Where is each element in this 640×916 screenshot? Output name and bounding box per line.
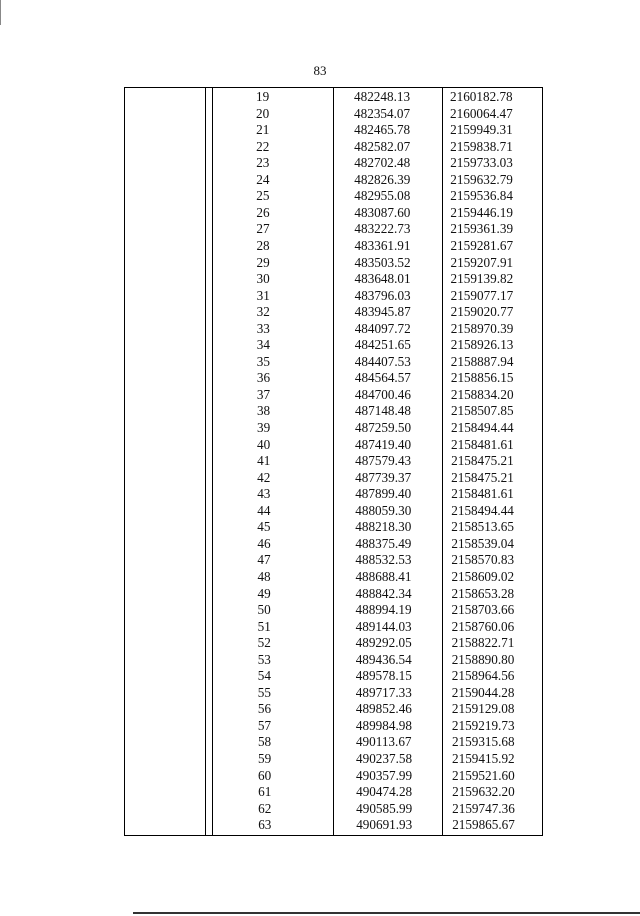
y-coordinate-cell: 2159044.28 <box>451 684 515 700</box>
coordinate-table <box>124 87 543 836</box>
x-coordinate-cell: 487899.40 <box>355 486 412 502</box>
point-number-cell: 36 <box>256 370 271 386</box>
x-coordinate-cell: 488532.53 <box>355 552 412 568</box>
point-number-cell: 34 <box>256 337 270 353</box>
page-number: 83 <box>313 63 327 78</box>
point-number-cell: 52 <box>257 635 271 651</box>
point-number-cell: 58 <box>257 734 272 750</box>
point-number-cell: 57 <box>257 717 272 733</box>
x-coordinate-cell: 484564.57 <box>354 370 411 386</box>
y-coordinate-cell: 2158703.66 <box>451 602 515 618</box>
y-coordinate-cell: 2159020.77 <box>450 304 514 320</box>
table-row <box>124 271 543 287</box>
x-coordinate-cell: 490357.99 <box>356 767 413 783</box>
point-number-cell: 38 <box>256 403 271 419</box>
x-coordinate-cell: 487259.50 <box>355 420 412 435</box>
table-row <box>124 238 543 254</box>
table-row <box>124 784 543 800</box>
point-number-cell: 42 <box>257 469 271 485</box>
table-row <box>124 668 543 684</box>
y-coordinate-cell: 2159536.84 <box>450 188 513 204</box>
point-number-cell: 41 <box>257 453 271 469</box>
point-number-cell: 23 <box>256 155 270 171</box>
x-coordinate-cell: 490113.67 <box>355 734 412 750</box>
x-coordinate-cell: 489144.03 <box>355 618 412 634</box>
point-number-cell: 19 <box>256 89 270 104</box>
point-number-cell: 49 <box>257 585 271 601</box>
y-coordinate-cell: 2159865.67 <box>452 817 515 833</box>
y-coordinate-cell: 2158890.80 <box>451 651 515 667</box>
y-coordinate-cell: 2160182.78 <box>450 89 513 104</box>
y-coordinate-cell: 2159632.20 <box>452 784 515 800</box>
table-row <box>124 403 543 419</box>
table-row <box>124 635 543 651</box>
point-number-cell: 56 <box>257 701 272 717</box>
table-row <box>124 453 543 469</box>
table-row <box>124 503 543 519</box>
y-coordinate-cell: 2159139.82 <box>450 271 514 287</box>
table-row <box>124 106 543 122</box>
point-number-cell: 47 <box>257 552 271 568</box>
point-number-cell: 51 <box>257 618 271 634</box>
table-row <box>124 486 543 502</box>
point-number-cell: 43 <box>257 486 271 502</box>
x-coordinate-cell: 489984.98 <box>355 717 412 733</box>
x-coordinate-cell: 483087.60 <box>354 204 411 220</box>
point-number-cell: 31 <box>256 287 270 303</box>
table-row <box>124 420 543 436</box>
x-coordinate-cell: 489578.15 <box>355 668 412 684</box>
y-coordinate-cell: 2158507.85 <box>450 403 514 419</box>
table-row <box>124 354 543 370</box>
point-number-cell: 26 <box>256 204 270 220</box>
table-row <box>124 586 543 602</box>
x-coordinate-cell: 489717.33 <box>355 684 412 700</box>
x-coordinate-cell: 488842.34 <box>355 585 412 601</box>
y-coordinate-cell: 2158926.13 <box>450 337 514 353</box>
y-coordinate-cell: 2158494.44 <box>451 502 514 518</box>
table-row <box>124 734 543 750</box>
y-coordinate-cell: 2158970.39 <box>450 320 514 336</box>
point-number-cell: 28 <box>256 237 270 253</box>
y-coordinate-cell: 2159315.68 <box>451 734 515 750</box>
y-coordinate-cell: 2158481.61 <box>451 436 514 452</box>
point-number-cell: 50 <box>257 602 271 618</box>
table-row <box>124 304 543 320</box>
table-row <box>124 155 543 171</box>
table-row <box>124 536 543 552</box>
table-row <box>124 89 543 105</box>
x-coordinate-cell: 490585.99 <box>356 800 413 816</box>
table-row <box>124 652 543 668</box>
x-coordinate-cell: 482354.07 <box>354 105 411 121</box>
table-row <box>124 685 543 701</box>
point-number-cell: 44 <box>257 502 271 518</box>
x-coordinate-cell: 483222.73 <box>354 221 411 237</box>
point-number-cell: 22 <box>256 138 270 154</box>
y-coordinate-cell: 2159949.31 <box>450 122 513 138</box>
x-coordinate-cell: 487579.43 <box>355 453 412 469</box>
x-coordinate-cell: 482955.08 <box>354 188 411 204</box>
point-number-cell: 27 <box>256 221 270 237</box>
x-coordinate-cell: 488059.30 <box>355 502 412 518</box>
y-coordinate-cell: 2159446.19 <box>450 204 513 220</box>
point-number-cell: 53 <box>257 651 271 667</box>
x-coordinate-cell: 487419.40 <box>355 436 412 452</box>
x-coordinate-cell: 483648.01 <box>354 271 411 287</box>
point-number-cell: 55 <box>257 684 271 700</box>
point-number-cell: 25 <box>256 188 270 204</box>
x-coordinate-cell: 482702.48 <box>354 155 411 171</box>
x-coordinate-cell: 482248.13 <box>354 89 411 104</box>
table-row <box>124 437 543 453</box>
x-coordinate-cell: 487148.48 <box>354 403 411 419</box>
table-row <box>124 205 543 221</box>
table-row <box>124 387 543 403</box>
y-coordinate-cell: 2159207.91 <box>450 254 514 270</box>
y-coordinate-cell: 2158856.15 <box>450 370 514 386</box>
x-coordinate-cell: 490691.93 <box>356 817 413 833</box>
y-coordinate-cell: 2158475.21 <box>451 469 514 485</box>
table-row <box>124 751 543 767</box>
table-row <box>124 188 543 204</box>
table-row <box>124 370 543 386</box>
x-coordinate-cell: 488994.19 <box>355 602 412 618</box>
y-coordinate-cell: 2158481.61 <box>451 486 514 502</box>
x-coordinate-cell: 484407.53 <box>354 353 411 369</box>
point-number-cell: 62 <box>258 800 272 816</box>
table-row <box>124 768 543 784</box>
y-coordinate-cell: 2159281.67 <box>450 237 514 253</box>
x-coordinate-cell: 490237.58 <box>356 751 413 766</box>
point-number-cell: 46 <box>257 535 271 551</box>
scan-edge-bottom <box>133 912 640 914</box>
table-row <box>124 337 543 353</box>
table-row <box>124 817 543 833</box>
y-coordinate-cell: 2159632.79 <box>450 171 513 187</box>
y-coordinate-cell: 2158964.56 <box>451 668 515 684</box>
point-number-cell: 30 <box>256 271 270 287</box>
y-coordinate-cell: 2159747.36 <box>452 800 515 816</box>
y-coordinate-cell: 2158513.65 <box>451 519 514 535</box>
x-coordinate-cell: 488688.41 <box>355 568 412 584</box>
point-number-cell: 35 <box>256 353 270 369</box>
point-number-cell: 37 <box>256 386 271 402</box>
point-number-cell: 24 <box>256 171 270 187</box>
point-number-cell: 33 <box>256 320 270 336</box>
x-coordinate-cell: 484251.65 <box>354 337 411 353</box>
x-coordinate-cell: 482465.78 <box>354 122 411 138</box>
point-number-cell: 63 <box>258 817 272 833</box>
x-coordinate-cell: 489292.05 <box>355 635 412 651</box>
point-number-cell: 40 <box>257 436 271 452</box>
point-number-cell: 32 <box>256 304 270 320</box>
point-number-cell: 45 <box>257 519 271 535</box>
y-coordinate-cell: 2158834.20 <box>450 386 514 402</box>
y-coordinate-cell: 2158887.94 <box>450 353 514 369</box>
table-row <box>124 619 543 635</box>
table-row <box>124 569 543 585</box>
y-coordinate-cell: 2158570.83 <box>451 552 515 568</box>
table-row <box>124 221 543 237</box>
y-coordinate-cell: 2158475.21 <box>451 453 514 469</box>
table-row <box>124 255 543 271</box>
y-coordinate-cell: 2159733.03 <box>450 155 513 171</box>
x-coordinate-cell: 488375.49 <box>355 535 412 551</box>
y-coordinate-cell: 2158653.28 <box>451 585 515 601</box>
y-coordinate-cell: 2159077.17 <box>450 287 514 303</box>
point-number-cell: 48 <box>257 568 271 584</box>
y-coordinate-cell: 2158539.04 <box>451 535 514 551</box>
point-number-cell: 29 <box>256 254 270 270</box>
x-coordinate-cell: 489852.46 <box>355 701 412 717</box>
point-number-cell: 59 <box>258 751 272 766</box>
table-row <box>124 172 543 188</box>
table-row <box>124 801 543 817</box>
table-row <box>124 321 543 337</box>
y-coordinate-cell: 2158760.06 <box>451 618 515 634</box>
y-coordinate-cell: 2159521.60 <box>452 767 515 783</box>
table-row <box>124 470 543 486</box>
y-coordinate-cell: 2159838.71 <box>450 138 513 154</box>
y-coordinate-cell: 2159361.39 <box>450 221 514 237</box>
y-coordinate-cell: 2158494.44 <box>451 420 514 435</box>
table-row <box>124 602 543 618</box>
point-number-cell: 21 <box>256 122 270 138</box>
scan-edge-top <box>0 0 1 25</box>
x-coordinate-cell: 482826.39 <box>354 171 411 187</box>
x-coordinate-cell: 483361.91 <box>354 237 411 253</box>
x-coordinate-cell: 489436.54 <box>355 651 412 667</box>
y-coordinate-cell: 2158822.71 <box>451 635 515 651</box>
y-coordinate-cell: 2159219.73 <box>451 717 515 733</box>
point-number-cell: 39 <box>257 420 271 435</box>
point-number-cell: 60 <box>258 767 272 783</box>
y-coordinate-cell: 2159415.92 <box>452 751 515 766</box>
table-row <box>124 552 543 568</box>
point-number-cell: 54 <box>257 668 271 684</box>
x-coordinate-cell: 484097.72 <box>354 320 411 336</box>
x-coordinate-cell: 482582.07 <box>354 138 411 154</box>
table-row <box>124 701 543 717</box>
x-coordinate-cell: 488218.30 <box>355 519 412 535</box>
x-coordinate-cell: 484700.46 <box>354 386 411 402</box>
x-coordinate-cell: 483945.87 <box>354 304 411 320</box>
y-coordinate-cell: 2160064.47 <box>450 105 513 121</box>
x-coordinate-cell: 483503.52 <box>354 254 411 270</box>
table-row <box>124 122 543 138</box>
y-coordinate-cell: 2159129.08 <box>451 701 515 717</box>
point-number-cell: 61 <box>258 784 272 800</box>
table-row <box>124 519 543 535</box>
point-number-cell: 20 <box>256 105 270 121</box>
x-coordinate-cell: 483796.03 <box>354 287 411 303</box>
table-row <box>124 139 543 155</box>
table-row <box>124 288 543 304</box>
y-coordinate-cell: 2158609.02 <box>451 568 515 584</box>
table-row <box>124 718 543 734</box>
x-coordinate-cell: 487739.37 <box>355 469 412 485</box>
x-coordinate-cell: 490474.28 <box>356 784 413 800</box>
